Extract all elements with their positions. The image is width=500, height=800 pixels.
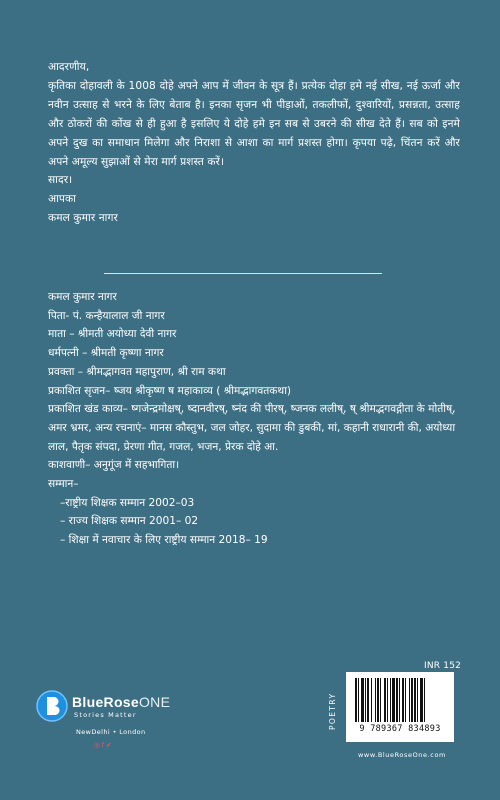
- bio-speaker: प्रवक्ता – श्रीमद्भागवत महापुराण, श्री राम कथा: [48, 365, 226, 378]
- bluerose-logo-icon: [36, 686, 68, 726]
- closing: सादर।: [48, 174, 73, 187]
- bio-father: पिता- पं. कन्हैयालाल जी नागर: [48, 309, 165, 322]
- sign-off: आपका: [48, 193, 77, 206]
- social-icons: ◎ f ✔: [94, 741, 112, 749]
- bio-wife: धर्मपत्नी – श्रीमती कृष्णा नागर: [48, 347, 164, 360]
- publisher-cities: NewDelhi • London: [76, 728, 146, 736]
- publisher-website: www.BlueRoseOne.com: [358, 751, 446, 759]
- award-item: –राष्ट्रीय शिक्षक सम्मान 2002–03: [60, 496, 195, 509]
- author-letter: [48, 58, 460, 228]
- letter-paragraph: कृतिका दोहावली के 1008 दोहे अपने आप में जीवन के सूत्र हैं। प्रत्येक दोहा हमे नई सीख, नई ऊर्जा और नवीन उत्साह से भरने के लिए बेताब है। इनका सृजन भी पीड़ाओं, तकलीफों, दुश्वारियों, प्रसन्नता, उत्साह और ठोकरों की कोंख से ही हुआ है इसलिए ये दोहे हमे इन सब से उबरने की सीख देते हैं। सब को इनमे अपने दुख का समाधान मिलेगा और निराशा से आशा का मार्ग प्रशस्त होगा। कृपया पढ़े, चिंतन करें और अपने अमूल्य सुझाओं से मेरा मार्ग प्रशस्त करें।: [48, 79, 460, 168]
- publisher-name: BlueRoseONE: [72, 694, 171, 710]
- barcode-icon: [354, 678, 446, 724]
- salutation: आदरणीय,: [48, 61, 90, 73]
- author-name: कमल कुमार नागर: [48, 291, 117, 303]
- awards-heading: सम्मान–: [48, 478, 79, 491]
- bio-mother: माता – श्रीमती अयोध्या देवी नागर: [48, 328, 177, 341]
- isbn-barcode: [346, 672, 454, 742]
- bio-radio: काशवाणी– अनुगूंज में सहभागिता।: [48, 459, 180, 472]
- price-label: INR 152: [424, 661, 462, 671]
- publisher-tagline: Stories Matter: [74, 711, 137, 719]
- bio-published: प्रकाशित सृजन– ष्जय श्रीकृष्ण ष महाकाव्य ( श्रीमद्भागवतकथा): [48, 384, 292, 397]
- divider-line: [104, 273, 382, 274]
- signature: कमल कुमार नागर: [48, 212, 118, 225]
- publisher-brand: [36, 676, 176, 749]
- author-bio: [48, 288, 460, 550]
- award-item: – शिक्षा में नवाचार के लिए राष्ट्रीय सम्मान 2018– 19: [60, 534, 268, 547]
- isbn-number: 9 789367 834893: [359, 724, 441, 734]
- genre-label: POETRY: [328, 692, 337, 730]
- award-item: – राज्य शिक्षक सम्मान 2001– 02: [60, 515, 199, 528]
- bio-khand-kavya: प्रकाशित खंड काव्य– ष्गजेन्द्रमोक्षष्, ष्दानवीरष्, ष्नंद की पीरष्, ष्जनक ललीष्, ष् श्रीमद्भगवद्गीता के मोतीष्, अमर भ्रमर, अन्य रचनाएं– मानस कौस्तुभ, जल जोहर, सुदामा की डुबकी, मां, कहानी राधारानी की, अयोध्या लाल, पैतृक संपदा, प्रेरणा गीत, गजल, भजन, प्रेरक दोहे आ.: [48, 403, 456, 453]
